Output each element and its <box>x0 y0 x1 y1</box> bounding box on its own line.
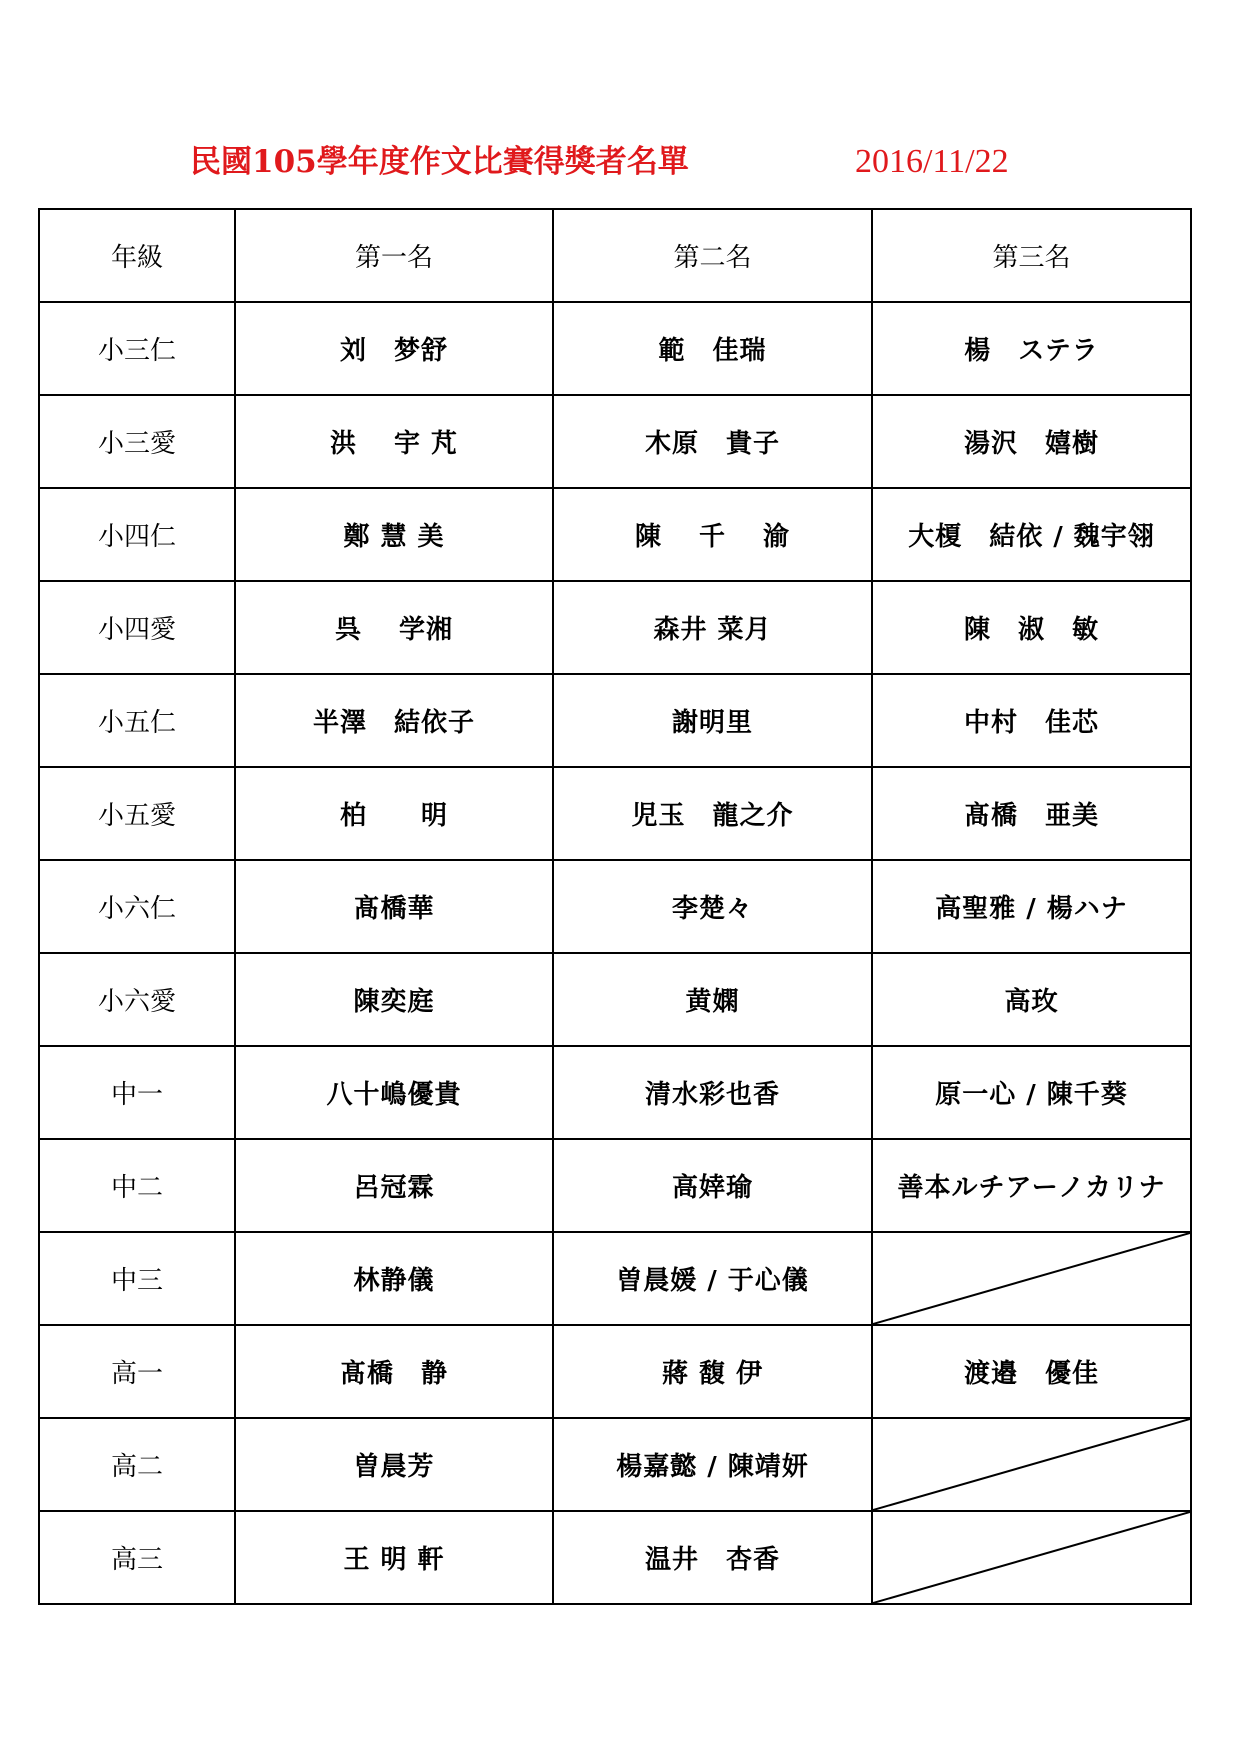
second-place-cell: 森井 菜月 <box>553 581 872 674</box>
grade-cell: 高三 <box>39 1511 235 1604</box>
second-place-cell: 清水彩也香 <box>553 1046 872 1139</box>
third-place-cell: 大榎 結依 / 魏宇翎 <box>872 488 1191 581</box>
second-place-cell: 黄嫻 <box>553 953 872 1046</box>
third-place-cell: 陳 淑 敏 <box>872 581 1191 674</box>
table-header-row <box>39 209 1191 302</box>
grade-cell: 小四仁 <box>39 488 235 581</box>
grade-cell: 小六仁 <box>39 860 235 953</box>
table-row <box>39 488 1191 581</box>
document-date: 2016/11/22 <box>855 143 1009 180</box>
first-place-cell: 林静儀 <box>235 1232 553 1325</box>
first-place-cell: 呂冠霖 <box>235 1139 553 1232</box>
first-place-cell: 洪 宇 芃 <box>235 395 553 488</box>
grade-cell: 高一 <box>39 1325 235 1418</box>
second-place-cell: 高婞瑜 <box>553 1139 872 1232</box>
awards-table <box>38 208 1192 1605</box>
column-header-first: 第一名 <box>235 209 553 302</box>
awards-table-body <box>39 302 1191 1604</box>
table-row <box>39 395 1191 488</box>
second-place-cell: 児玉 龍之介 <box>553 767 872 860</box>
diagonal-line <box>873 1419 1190 1510</box>
third-place-cell: 善本ルチアーノカリナ <box>872 1139 1191 1232</box>
first-place-cell: 刘 梦舒 <box>235 302 553 395</box>
table-row <box>39 1418 1191 1511</box>
third-place-cell: 中村 佳芯 <box>872 674 1191 767</box>
table-row <box>39 860 1191 953</box>
third-place-cell: 髙橋 亜美 <box>872 767 1191 860</box>
empty-cell <box>872 1511 1191 1604</box>
document-header <box>0 140 1240 188</box>
empty-cell <box>872 1232 1191 1325</box>
grade-cell: 小三仁 <box>39 302 235 395</box>
third-place-cell: 原一心 / 陳千葵 <box>872 1046 1191 1139</box>
table-row <box>39 1511 1191 1604</box>
first-place-cell: 髙橋華 <box>235 860 553 953</box>
diagonal-line <box>873 1512 1190 1603</box>
document-title: 民國105學年度作文比賽得獎者名單 <box>190 144 689 180</box>
grade-cell: 中二 <box>39 1139 235 1232</box>
column-header-grade: 年級 <box>39 209 235 302</box>
first-place-cell: 王 明 軒 <box>235 1511 553 1604</box>
second-place-cell: 範 佳瑞 <box>553 302 872 395</box>
third-place-cell: 高聖雅 / 楊ハナ <box>872 860 1191 953</box>
second-place-cell: 蔣 馥 伊 <box>553 1325 872 1418</box>
second-place-cell: 謝明里 <box>553 674 872 767</box>
table-row <box>39 1325 1191 1418</box>
first-place-cell: 八十嶋優貴 <box>235 1046 553 1139</box>
table-row <box>39 1046 1191 1139</box>
diagonal-slash <box>873 1233 1190 1324</box>
table-row <box>39 674 1191 767</box>
second-place-cell: 温井 杏香 <box>553 1511 872 1604</box>
first-place-cell: 髙橋 静 <box>235 1325 553 1418</box>
table-row <box>39 1232 1191 1325</box>
grade-cell: 中三 <box>39 1232 235 1325</box>
grade-cell: 高二 <box>39 1418 235 1511</box>
grade-cell: 小五愛 <box>39 767 235 860</box>
third-place-cell: 渡邉 優佳 <box>872 1325 1191 1418</box>
table-row <box>39 767 1191 860</box>
first-place-cell: 陳奕庭 <box>235 953 553 1046</box>
second-place-cell: 陳 千 渝 <box>553 488 872 581</box>
second-place-cell: 木原 貴子 <box>553 395 872 488</box>
column-header-third: 第三名 <box>872 209 1191 302</box>
table-row <box>39 1139 1191 1232</box>
empty-cell <box>872 1418 1191 1511</box>
first-place-cell: 鄭 慧 美 <box>235 488 553 581</box>
first-place-cell: 曽晨芳 <box>235 1418 553 1511</box>
first-place-cell: 呉 学湘 <box>235 581 553 674</box>
diagonal-line <box>873 1233 1190 1324</box>
grade-cell: 小四愛 <box>39 581 235 674</box>
grade-cell: 小三愛 <box>39 395 235 488</box>
column-header-second: 第二名 <box>553 209 872 302</box>
second-place-cell: 曽晨媛 / 于心儀 <box>553 1232 872 1325</box>
grade-cell: 小六愛 <box>39 953 235 1046</box>
table-row <box>39 302 1191 395</box>
table-row <box>39 581 1191 674</box>
first-place-cell: 半澤 結依子 <box>235 674 553 767</box>
second-place-cell: 李楚々 <box>553 860 872 953</box>
diagonal-slash <box>873 1512 1190 1603</box>
first-place-cell: 柏 明 <box>235 767 553 860</box>
third-place-cell: 湯沢 嬉樹 <box>872 395 1191 488</box>
third-place-cell: 楊 ステラ <box>872 302 1191 395</box>
grade-cell: 中一 <box>39 1046 235 1139</box>
diagonal-slash <box>873 1419 1190 1510</box>
grade-cell: 小五仁 <box>39 674 235 767</box>
second-place-cell: 楊嘉懿 / 陳靖妍 <box>553 1418 872 1511</box>
third-place-cell: 高玫 <box>872 953 1191 1046</box>
table-row <box>39 953 1191 1046</box>
